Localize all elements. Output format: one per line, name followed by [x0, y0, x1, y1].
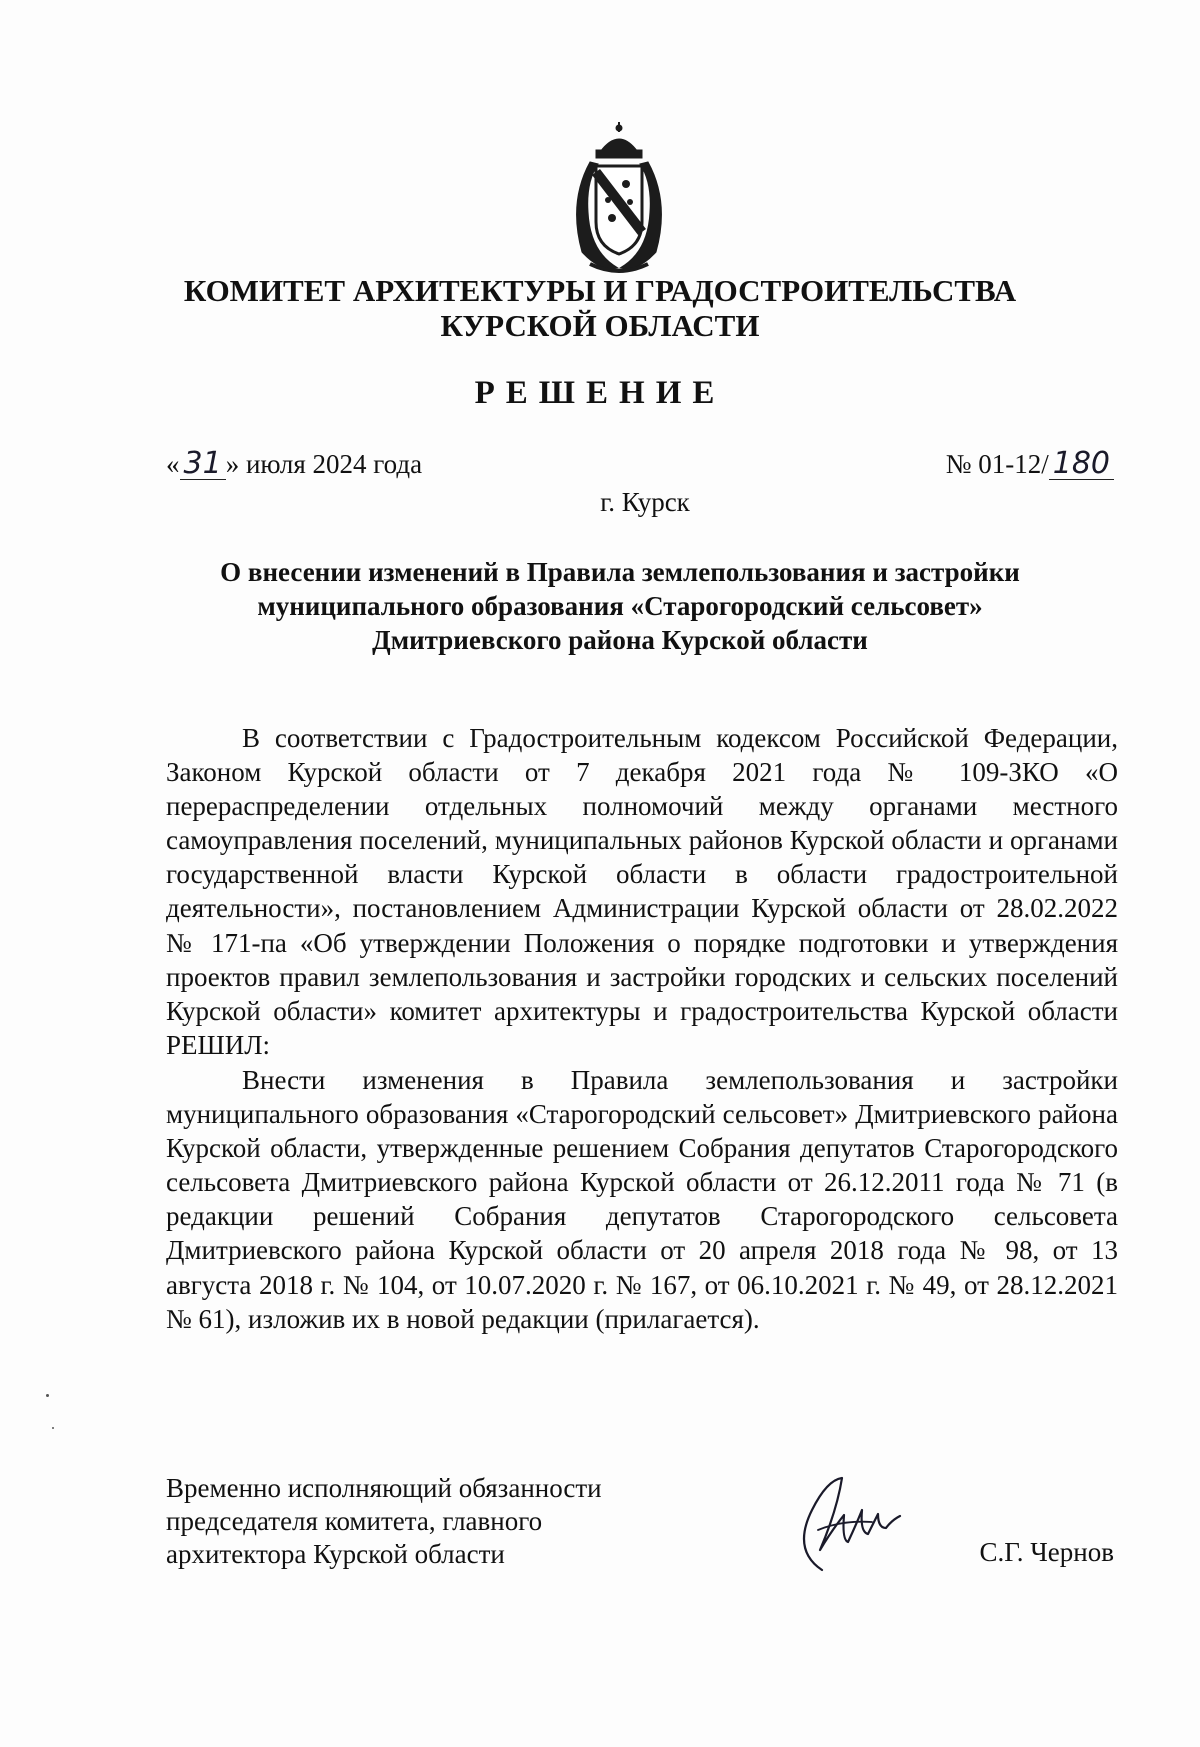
organization-name-line2: КУРСКОЙ ОБЛАСТИ — [440, 308, 760, 343]
number-prefix: № 01-12/ — [945, 449, 1049, 479]
subject-line: О внесении изменений в Правила землепользования и застройки — [220, 557, 1020, 587]
handwritten-day: 31 — [180, 449, 226, 480]
signer-title — [166, 1472, 602, 1571]
signer-name: С.Г. Чернов — [979, 1537, 1114, 1567]
date-month-year: » июля 2024 года — [225, 449, 423, 479]
scan-speck — [52, 1427, 54, 1429]
document-type-heading: РЕШЕНИЕ — [474, 375, 726, 411]
document-subject — [175, 555, 1065, 657]
document-number — [945, 446, 1114, 481]
handwritten-number: 180 — [1049, 449, 1114, 480]
document-date — [166, 446, 423, 481]
signer-title-line: председателя комитета, главного — [166, 1506, 543, 1536]
subject-line: муниципального образования «Старогородский сельсовет» — [257, 591, 983, 621]
document-city: г. Курск — [600, 487, 690, 517]
date-open-quote: « — [166, 449, 180, 479]
signer-title-line: Временно исполняющий обязанности — [166, 1473, 602, 1503]
signature-image — [782, 1470, 912, 1580]
signer-title-line: архитектора Курской области — [166, 1539, 505, 1569]
subject-line: Дмитриевского района Курской области — [372, 625, 868, 655]
coat-of-arms-icon — [560, 122, 678, 274]
body-paragraph-1: В соответствии с Градостроительным кодексом Российской Федерации, Законом Курской области от 7 декабря 2021 года № 109-ЗКО «О перераспределении отдельных полномочий между органами местного самоуправления поселений, муниципальных районов Курской области и органами государственной власти Курской области в области градостроительной деятельности», постановлением Администрации Курской области от 28.02.2022 № 171-па «Об утверждении Положения о порядке подготовки и утверждения проектов правил землепользования и застройки городских и сельских поселений Курской области» комитет архитектуры и градостроительства Курской области РЕШИЛ: — [166, 723, 1118, 1060]
body-paragraph-2: Внести изменения в Правила землепользования и застройки муниципального образования «Старогородский сельсовет» Дмитриевского района Курской области, утвержденные решением Собрания депутатов Старогородского сельсовета Дмитриевского района Курской области от 26.12.2011 года № 71 (в редакции решений Собрания депутатов Старогородского сельсовета Дмитриевского района Курской области от 20 апреля 2018 года № 98, от 13 августа 2018 г. № 104, от 10.07.2020 г. № 167, от 06.10.2021 г. № 49, от 28.12.2021 № 61), изложив их в новой редакции (прилагается). — [166, 1065, 1118, 1334]
organization-name-line1: КОМИТЕТ АРХИТЕКТУРЫ И ГРАДОСТРОИТЕЛЬСТВА — [183, 273, 1017, 308]
scan-speck — [46, 1394, 49, 1397]
